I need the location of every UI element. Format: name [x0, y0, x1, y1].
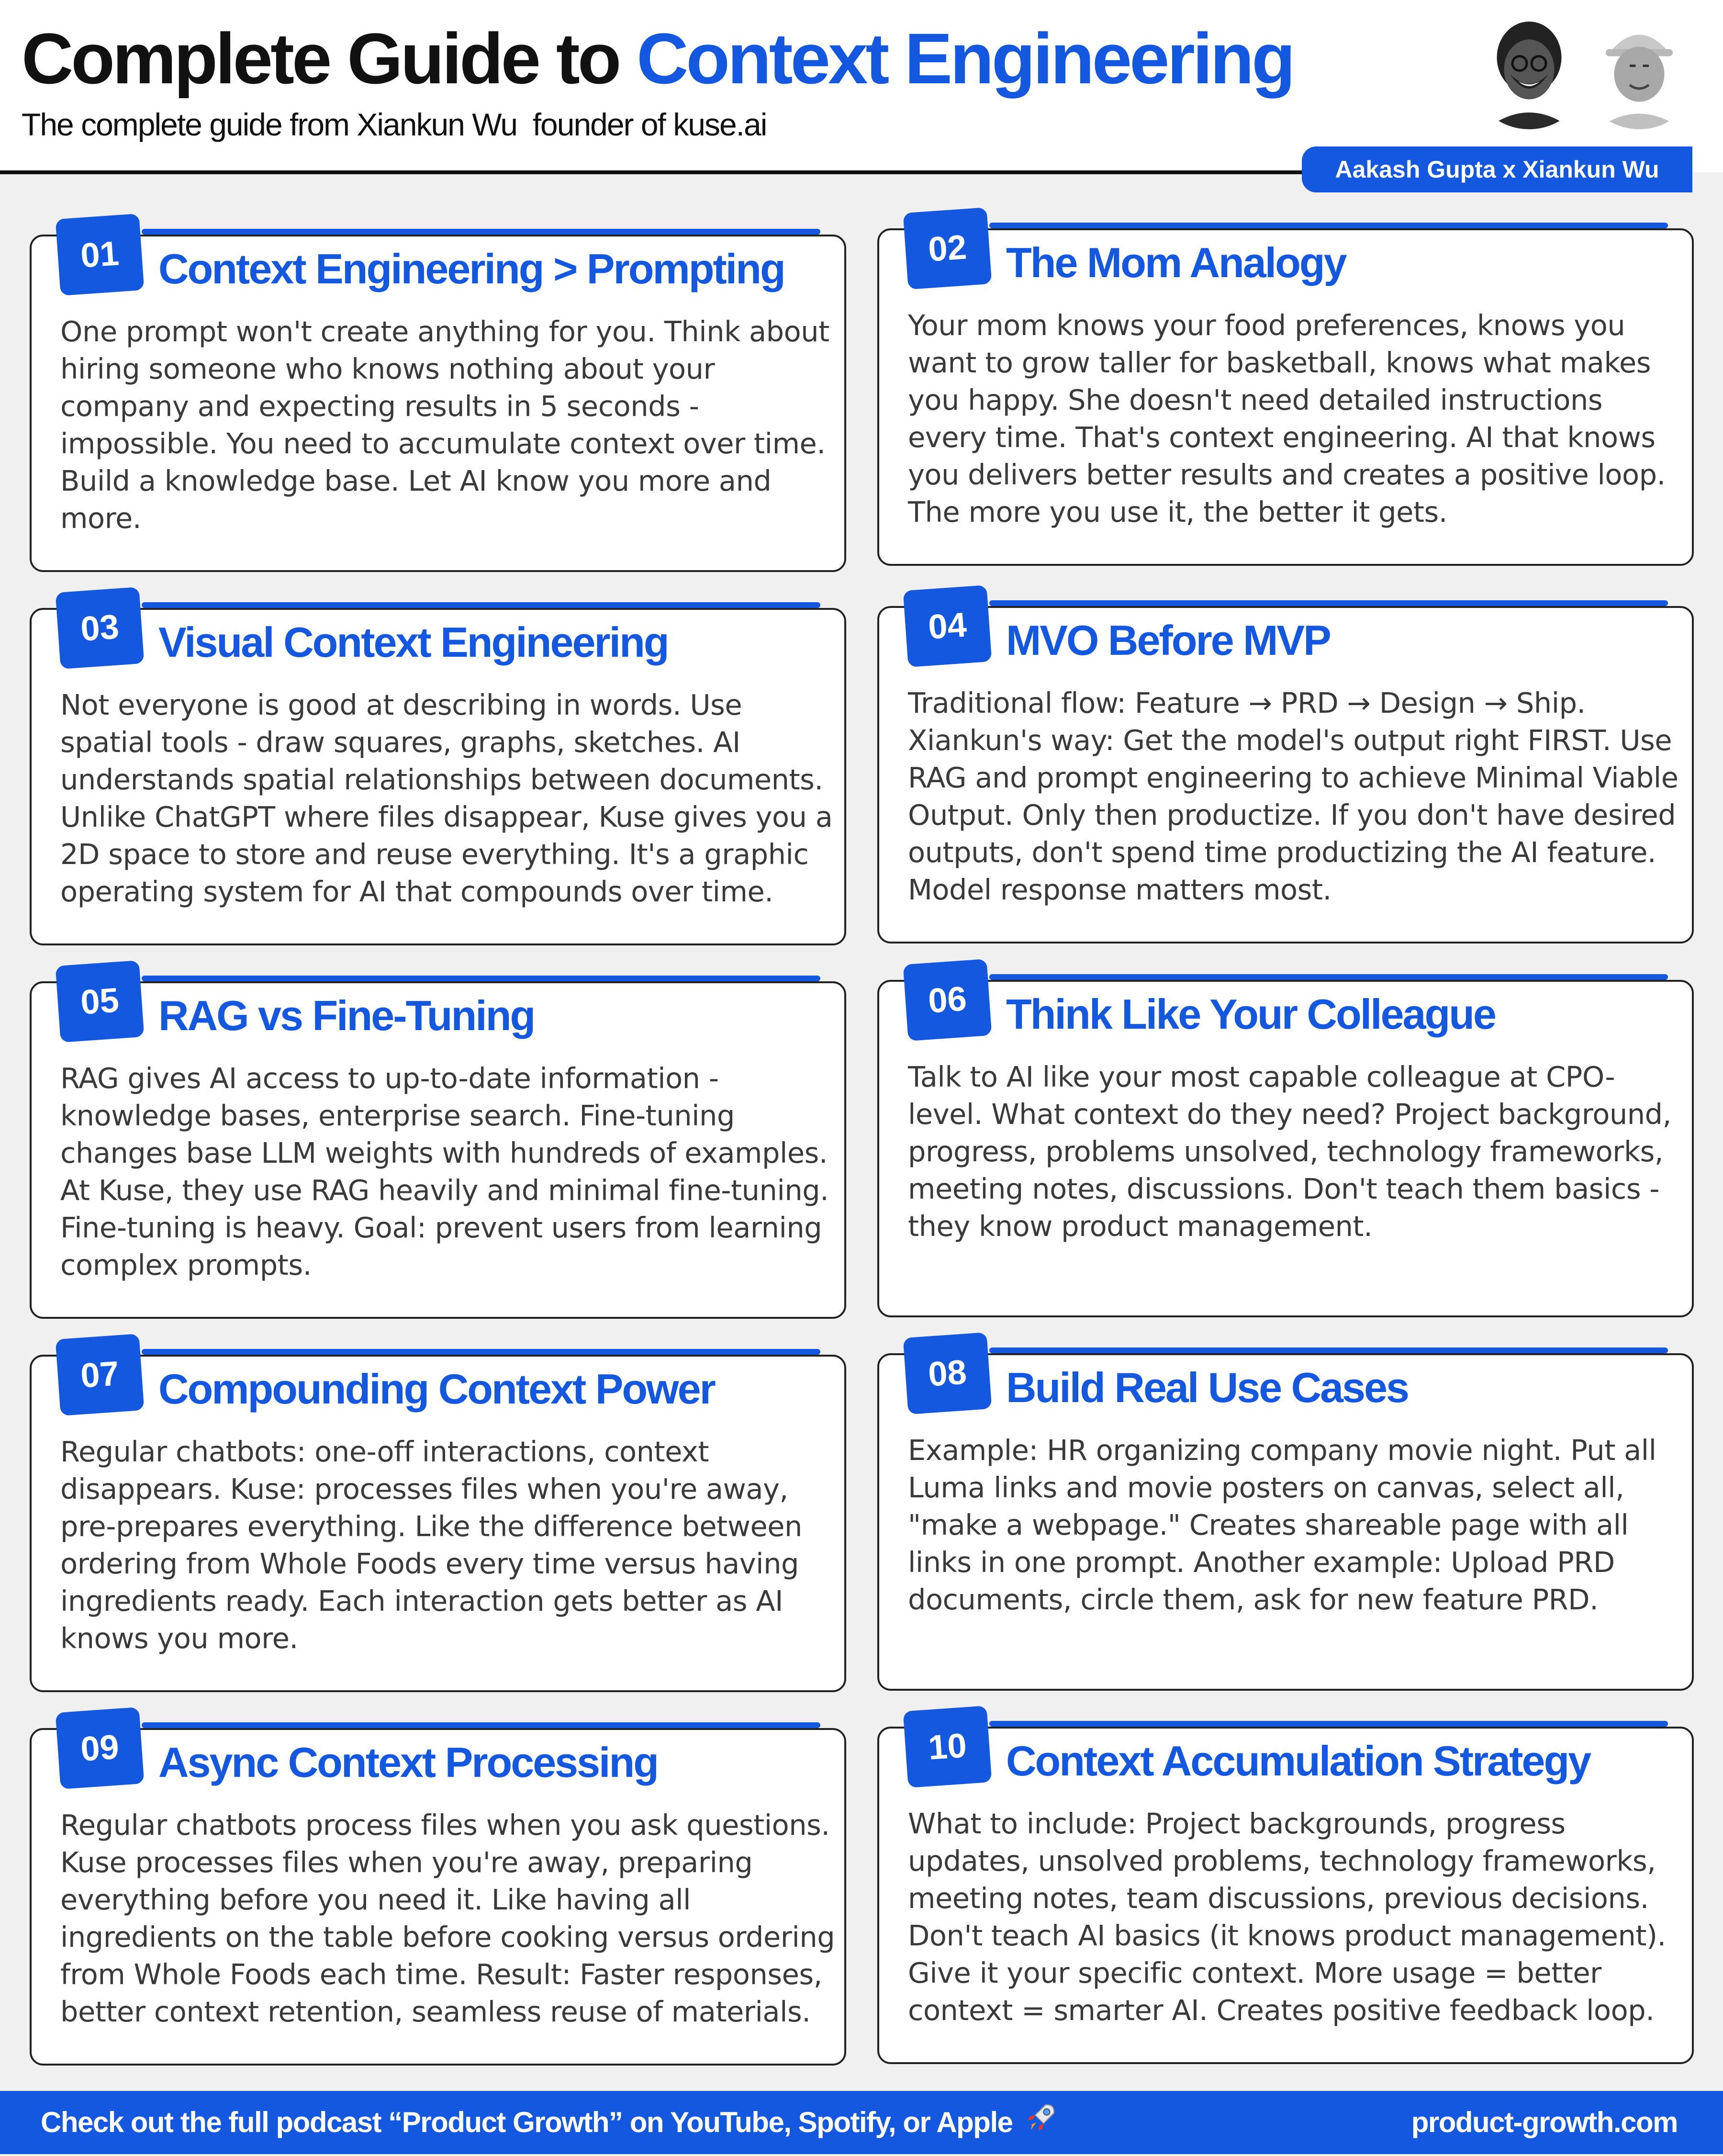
card-number-badge: 09	[56, 1707, 145, 1789]
card-body: Regular chatbots process files when you ask questions. Kuse processes files when you're away, preparing everything before you need it. Like having all ingredients on the table before cooking versus ordering from Whole Foods each time. Result: Faster responses, better context retention, seamless reuse of materials.	[60, 1808, 835, 2028]
card-body: RAG gives AI access to up-to-date information - knowledge bases, enterprise search. Fine-tuning changes base LLM weights with hundreds of examples. At Kuse, they use RAG heavily and minimal fine-tuning. Fine-tuning is heavy. Goal: prevent users from learning complex prompts.	[60, 1062, 829, 1281]
rocket-icon	[1025, 2093, 1058, 2156]
page-subtitle: The complete guide from Xiankun Wu founder of kuse.ai	[22, 107, 767, 142]
avatar-xiankun-photo	[1579, 10, 1699, 129]
card-title: The Mom Analogy	[1006, 239, 1346, 286]
card-body: What to include: Project backgrounds, progress updates, unsolved problems, technology frameworks, meeting notes, team discussions, previous decisions. Don't teach AI basics (it knows product management). Give it your specific context. More usage = better context = smarter AI. Creates positive feedback loop.	[908, 1807, 1666, 2027]
card-body: One prompt won't create anything for you. Think about hiring someone who knows nothing about your company and expecting results in 5 seconds - impossible. You need to accumulate context over time. Build a knowledge base. Let AI know you more and more.	[60, 315, 829, 535]
author-badge: Aakash Gupta x Xiankun Wu	[1302, 146, 1692, 192]
card-title: Build Real Use Cases	[1006, 1364, 1408, 1411]
footer-cta-text: Check out the full podcast “Product Growth” on YouTube, Spotify, or Apple	[41, 2106, 1013, 2138]
title-main: Complete Guide to	[22, 18, 637, 99]
card-accent-line	[142, 1349, 820, 1355]
card-03	[30, 608, 846, 945]
card-title: Visual Context Engineering	[158, 618, 668, 666]
card-accent-line	[989, 600, 1668, 606]
card-body: Talk to AI like your most capable colleague at CPO-level. What context do they need? Project background, progress, problems unsolved, technology frameworks, meeting notes, discussions. Don't teach them basics - they know product management.	[908, 1060, 1671, 1243]
card-accent-line	[989, 1348, 1668, 1353]
card-04	[877, 606, 1694, 943]
card-title: RAG vs Fine-Tuning	[158, 992, 535, 1039]
header	[0, 0, 1723, 183]
card-number-badge: 05	[56, 960, 145, 1043]
card-09	[30, 1728, 846, 2066]
footer-cta	[41, 2091, 1058, 2156]
card-accent-line	[989, 1721, 1668, 1727]
card-number-badge: 01	[56, 213, 145, 296]
card-accent-line	[989, 223, 1668, 228]
rocket-graphic	[1025, 2100, 1058, 2134]
card-number-badge: 02	[903, 207, 992, 290]
card-02	[877, 228, 1694, 566]
card-07	[30, 1355, 846, 1692]
card-05	[30, 981, 846, 1319]
footer-link[interactable]: product-growth.com	[1411, 2106, 1678, 2138]
footer-banner	[0, 2091, 1723, 2154]
card-number-badge: 08	[903, 1332, 992, 1415]
card-body: Your mom knows your food preferences, knows you want to grow taller for basketball, knows what makes you happy. She doesn't need detailed instructions every time. That's context engineering. AI that knows you delivers better results and creates a positive loop. The more you use it, the better it gets.	[908, 309, 1666, 528]
card-number-badge: 04	[903, 585, 992, 667]
card-number-badge: 03	[56, 587, 145, 669]
card-accent-line	[142, 1722, 820, 1728]
card-title: Async Context Processing	[158, 1739, 658, 1786]
card-accent-line	[142, 229, 820, 235]
header-divider	[0, 170, 1378, 174]
avatar-1-graphic	[1469, 10, 1589, 129]
card-accent-line	[142, 602, 820, 608]
card-title: Context Accumulation Strategy	[1006, 1737, 1590, 1785]
card-number-badge: 06	[903, 959, 992, 1041]
page-title	[22, 19, 1293, 98]
card-body: Regular chatbots: one-off interactions, context disappears. Kuse: processes files when you're away, pre-prepares everything. Like the difference between ordering from Whole Foods every time versus having ingredients ready. Each interaction gets better as AI knows you more.	[60, 1435, 802, 1655]
card-accent-line	[989, 974, 1668, 980]
card-06	[877, 980, 1694, 1317]
card-body: Not everyone is good at describing in words. Use spatial tools - draw squares, graphs, sketches. AI understands spatial relationships between documents. Unlike ChatGPT where files disappear, Kuse gives you a 2D space to store and reuse everything. It's a graphic operating system for AI that compounds over time.	[60, 688, 833, 908]
card-title: Think Like Your Colleague	[1006, 990, 1495, 1038]
card-body: Traditional flow: Feature → PRD → Design → Ship. Xiankun's way: Get the model's output right FIRST. Use RAG and prompt engineering to achieve Minimal Viable Output. Only then productize. If you don't have desired outputs, don't spend time productizing the AI feature. Model response matters most.	[908, 686, 1678, 906]
card-01	[30, 235, 846, 572]
title-accent: Context Engineering	[637, 18, 1293, 99]
card-accent-line	[142, 976, 820, 981]
card-title: Compounding Context Power	[158, 1365, 715, 1413]
card-08	[877, 1353, 1694, 1691]
card-title: MVO Before MVP	[1006, 617, 1330, 664]
card-title: Context Engineering > Prompting	[158, 245, 784, 292]
card-10	[877, 1727, 1694, 2064]
card-body: Example: HR organizing company movie night. Put all Luma links and movie posters on canvas, select all, "make a webpage." Creates shareable page with all links in one prompt. Another example: Upload PRD documents, circle them, ask for new feature PRD.	[908, 1434, 1656, 1616]
avatar-aakash-photo	[1469, 10, 1589, 129]
card-number-badge: 07	[56, 1334, 145, 1416]
card-number-badge: 10	[903, 1706, 992, 1788]
avatar-2-graphic	[1579, 10, 1699, 129]
